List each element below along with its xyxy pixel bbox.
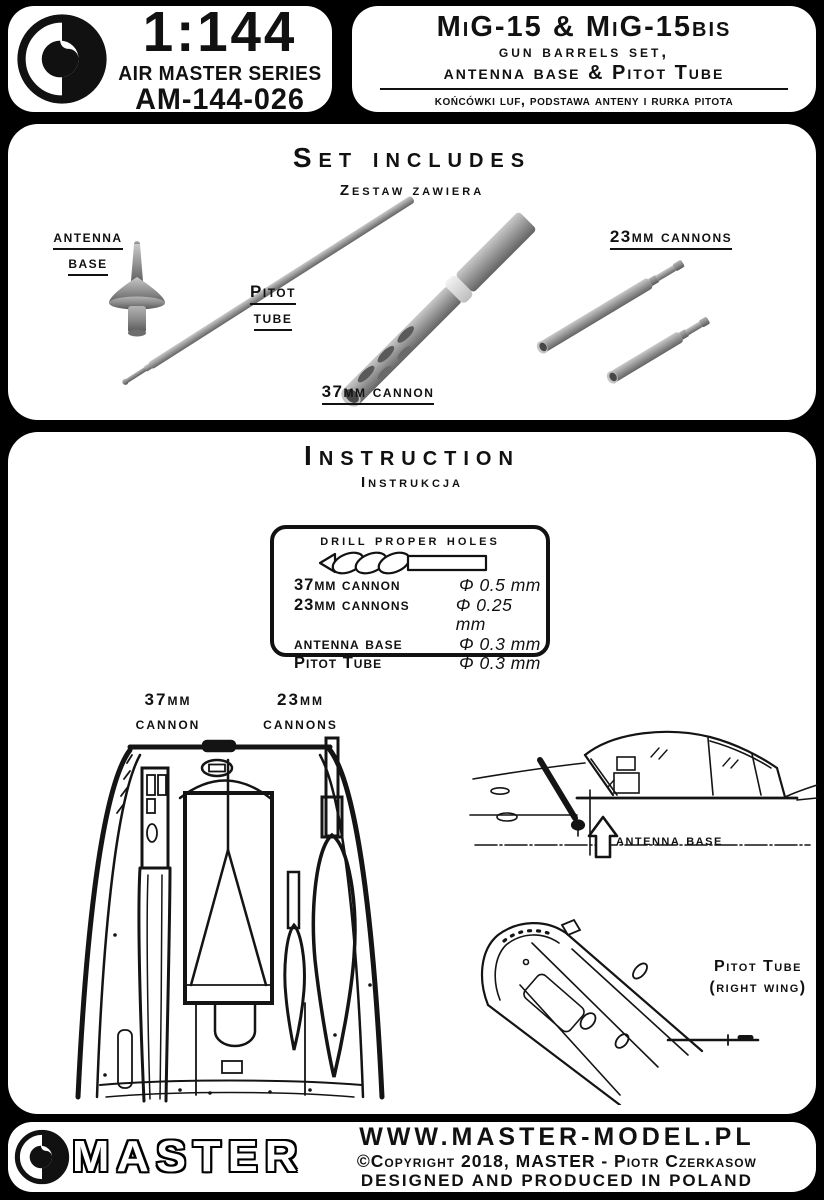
nose-23mm-label: 23mm cannons (263, 690, 338, 733)
drill-part-name: 23mm cannons (294, 595, 410, 614)
drill-table-title: drill proper holes (320, 532, 500, 549)
scale-label: 1:144 (142, 0, 298, 64)
antenna-base-pointer-label: antenna base (616, 832, 723, 849)
set-includes-subtitle: Zestaw zawiera (339, 182, 485, 199)
pitot-wing-label: Pitot Tube (right wing) (709, 958, 807, 996)
drill-diameter: Φ 0.5 mm (459, 575, 541, 595)
nose-front-view-drawing (70, 735, 430, 1110)
drill-row (274, 654, 546, 674)
drill-diameter: Φ 0.3 mm (459, 653, 541, 673)
product-code: AM-144-026 (135, 82, 305, 116)
footer-panel (8, 1122, 816, 1192)
antenna-base-label: antenna base (38, 224, 138, 276)
drill-table (270, 525, 550, 673)
cannon-37mm-label: 37mm cannon (303, 379, 453, 405)
title-panel (352, 6, 816, 112)
wing-top-view-drawing (470, 905, 820, 1105)
copyright-line: ©Copyright 2018, MASTER - Piotr Czerkasow (356, 1150, 757, 1171)
set-includes-panel (8, 124, 816, 420)
arrow-up-icon (589, 817, 617, 857)
brand-text (112, 0, 327, 116)
drill-part-name: Pitot Tube (294, 654, 383, 672)
product-title: MiG-15 & MiG-15bis (436, 11, 732, 43)
title-divider (380, 88, 788, 90)
master-logo-icon (16, 13, 108, 105)
instruction-title: Instruction (304, 440, 520, 471)
drill-part-name: 37mm cannon (294, 576, 401, 594)
instruction-subtitle: Instrukcja (360, 474, 463, 491)
drill-row (274, 635, 546, 655)
website-url: WWW.MASTER-MODEL.PL (359, 1122, 755, 1151)
made-in-line: DESIGNED AND PRODUCED IN POLAND (360, 1171, 753, 1191)
drill-diameter: Φ 0.25 mm (455, 594, 513, 634)
product-subtitle-2: antenna base & Pitot Tube (443, 62, 725, 84)
drill-part-name: antenna base (294, 634, 403, 653)
brand-panel (8, 0, 332, 116)
drill-diameter: Φ 0.3 mm (459, 633, 541, 654)
master-logo-icon (14, 1129, 70, 1185)
master-wordmark: MASTER (72, 1132, 305, 1181)
pitot-tube-label: Pitot tube (233, 279, 313, 331)
product-subtitle-polish: końcówki luf, podstawa anteny i rurka pitota (434, 93, 734, 109)
instruction-panel (8, 432, 816, 1114)
cannon-23mm-label: 23mm cannons (591, 224, 751, 250)
product-subtitle-1: gun barrels set, (498, 42, 670, 61)
cannon-23mm-part-image (605, 314, 712, 385)
nose-37mm-label: 37mm cannon (135, 690, 201, 733)
series-label: AIR MASTER SERIES (118, 62, 322, 85)
set-includes-title: Set includes (292, 142, 532, 173)
drill-row (274, 596, 546, 635)
footer-text (304, 1122, 816, 1191)
drill-bit-icon (318, 551, 490, 575)
drill-row (274, 576, 546, 596)
